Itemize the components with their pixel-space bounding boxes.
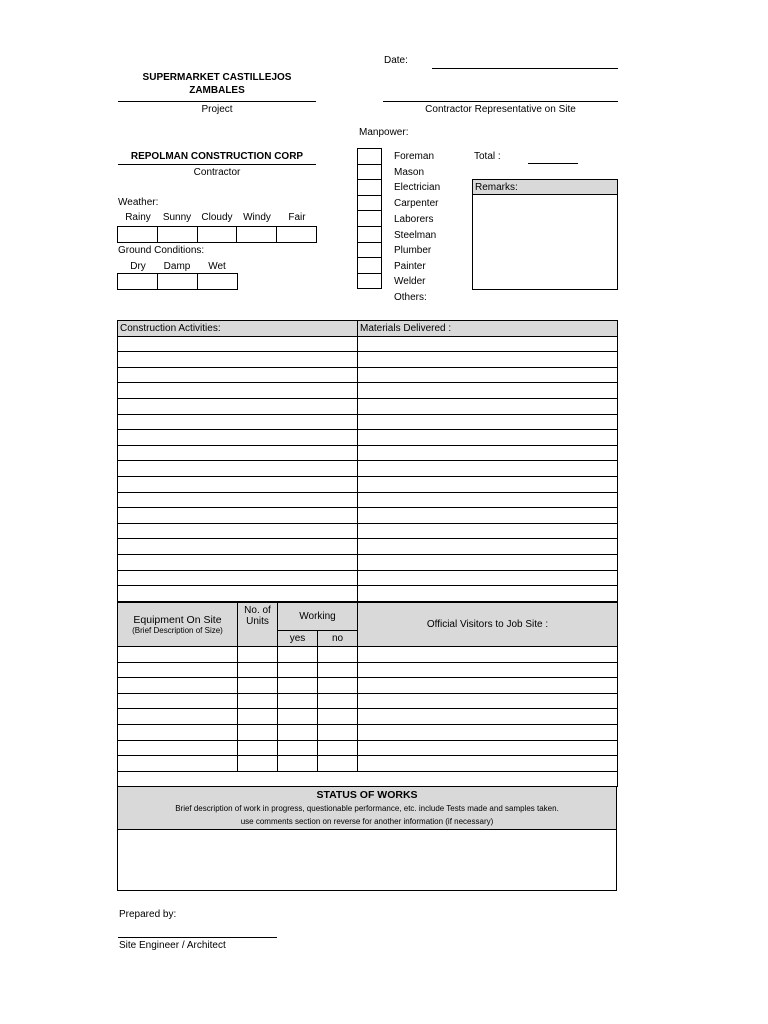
material-cell[interactable] xyxy=(358,383,618,399)
equipment-cell[interactable] xyxy=(118,724,238,740)
activity-cell[interactable] xyxy=(118,539,358,555)
activity-cell[interactable] xyxy=(118,336,358,352)
visitors-header xyxy=(358,603,618,647)
table-row xyxy=(118,476,618,492)
material-cell[interactable] xyxy=(358,414,618,430)
no-cell[interactable] xyxy=(318,756,358,772)
no-cell[interactable] xyxy=(318,709,358,725)
equipment-cell[interactable] xyxy=(118,662,238,678)
equipment-cell[interactable] xyxy=(118,647,238,663)
table-row xyxy=(118,383,618,399)
table-row xyxy=(118,508,618,524)
table-row xyxy=(118,414,618,430)
table-row xyxy=(118,724,618,740)
role-mason: Mason xyxy=(394,167,425,178)
weather-fair: Fair xyxy=(288,212,306,223)
material-cell[interactable] xyxy=(358,508,618,524)
table-row xyxy=(118,740,618,756)
units-header xyxy=(238,603,278,647)
material-cell[interactable] xyxy=(358,430,618,446)
table-row xyxy=(118,570,618,586)
activity-cell[interactable] xyxy=(118,367,358,383)
table-row xyxy=(118,756,618,772)
table-row xyxy=(118,693,618,709)
weather-cloudy: Cloudy xyxy=(201,212,233,223)
material-cell[interactable] xyxy=(358,398,618,414)
yes-cell[interactable] xyxy=(278,678,318,694)
table-row xyxy=(118,398,618,414)
material-cell[interactable] xyxy=(358,461,618,477)
units-cell[interactable] xyxy=(238,678,278,694)
ground-damp: Damp xyxy=(163,261,191,272)
role-electrician: Electrician xyxy=(394,182,441,193)
working-header xyxy=(278,603,358,631)
material-cell[interactable] xyxy=(358,336,618,352)
table-row xyxy=(118,662,618,678)
material-cell[interactable] xyxy=(358,367,618,383)
weather-windy-box[interactable] xyxy=(237,227,277,243)
status-line2: use comments section on reverse for another information (if necessary) xyxy=(240,817,494,826)
material-cell[interactable] xyxy=(358,445,618,461)
table-row xyxy=(118,539,618,555)
total-label: Total : xyxy=(474,151,501,162)
ground-wet: Wet xyxy=(208,261,226,272)
carpenter-count[interactable] xyxy=(358,195,382,211)
contractor-label: Contractor xyxy=(193,167,241,178)
activity-cell[interactable] xyxy=(118,461,358,477)
manpower-label: Manpower: xyxy=(359,127,409,138)
visitor-cell[interactable] xyxy=(358,647,618,663)
laborers-count[interactable] xyxy=(358,211,382,227)
date-line[interactable] xyxy=(432,68,618,69)
weather-windy: Windy xyxy=(243,212,271,223)
activity-cell[interactable] xyxy=(118,414,358,430)
yes-cell[interactable] xyxy=(278,647,318,663)
units-label-line1: No. of xyxy=(244,605,271,616)
contractor-name: REPOLMAN CONSTRUCTION CORP xyxy=(130,151,304,162)
visitor-cell[interactable] xyxy=(358,662,618,678)
role-steelman: Steelman xyxy=(394,230,437,241)
contractor-rep-label: Contractor Representative on Site xyxy=(425,104,576,115)
materials-delivered-label: Materials Delivered : xyxy=(360,322,452,334)
material-cell[interactable] xyxy=(358,554,618,570)
units-cell[interactable] xyxy=(238,724,278,740)
table-row xyxy=(118,352,618,368)
material-cell[interactable] xyxy=(358,523,618,539)
construction-activities-label: Construction Activities: xyxy=(120,322,221,334)
status-header xyxy=(117,786,617,830)
date-label: Date: xyxy=(384,55,408,66)
units-cell[interactable] xyxy=(238,740,278,756)
construction-activities-header xyxy=(118,321,358,337)
ground-label: Ground Conditions: xyxy=(118,245,205,256)
remarks-label: Remarks: xyxy=(475,182,518,193)
role-welder: Welder xyxy=(394,276,426,287)
activity-cell[interactable] xyxy=(118,586,358,602)
yes-cell[interactable] xyxy=(278,662,318,678)
foreman-count[interactable] xyxy=(358,149,382,165)
ground-dry: Dry xyxy=(130,261,146,272)
role-painter: Painter xyxy=(394,261,426,272)
electrician-count[interactable] xyxy=(358,180,382,196)
activities-table xyxy=(117,320,618,602)
units-cell[interactable] xyxy=(238,693,278,709)
table-row xyxy=(118,709,618,725)
project-name-line1: SUPERMARKET CASTILLEJOS xyxy=(142,72,292,83)
activity-cell[interactable] xyxy=(118,570,358,586)
visitor-cell[interactable] xyxy=(358,709,618,725)
status-line1: Brief description of work in progress, questionable performance, etc. include Tests made and samples taken. xyxy=(175,804,559,813)
table-row xyxy=(118,461,618,477)
visitor-cell[interactable] xyxy=(358,693,618,709)
visitor-cell[interactable] xyxy=(358,724,618,740)
table-row xyxy=(118,554,618,570)
material-cell[interactable] xyxy=(358,476,618,492)
no-cell[interactable] xyxy=(318,647,358,663)
ground-checkbox-row xyxy=(117,273,238,290)
no-cell[interactable] xyxy=(318,662,358,678)
material-cell[interactable] xyxy=(358,586,618,602)
working-label: Working xyxy=(299,611,336,623)
no-cell[interactable] xyxy=(318,740,358,756)
yes-label: yes xyxy=(289,633,306,645)
materials-delivered-header xyxy=(358,321,618,337)
material-cell[interactable] xyxy=(358,352,618,368)
role-carpenter: Carpenter xyxy=(394,198,439,209)
table-row xyxy=(118,492,618,508)
equipment-subtitle: (Brief Description of Size) xyxy=(132,626,223,635)
ground-dry-box[interactable] xyxy=(118,274,158,290)
yes-cell[interactable] xyxy=(278,709,318,725)
activity-cell[interactable] xyxy=(118,445,358,461)
equipment-cell[interactable] xyxy=(118,740,238,756)
yes-cell[interactable] xyxy=(278,693,318,709)
activity-cell[interactable] xyxy=(118,508,358,524)
table-row xyxy=(118,367,618,383)
no-header xyxy=(318,631,358,647)
weather-rainy: Rainy xyxy=(125,212,151,223)
visitor-cell[interactable] xyxy=(358,756,618,772)
role-plumber: Plumber xyxy=(394,245,432,256)
units-cell[interactable] xyxy=(238,756,278,772)
remarks-header xyxy=(472,179,618,195)
manpower-count-column xyxy=(357,148,382,289)
material-cell[interactable] xyxy=(358,539,618,555)
project-line xyxy=(118,101,316,102)
mason-count[interactable] xyxy=(358,164,382,180)
activity-cell[interactable] xyxy=(118,398,358,414)
equipment-cell[interactable] xyxy=(118,756,238,772)
activity-cell[interactable] xyxy=(118,554,358,570)
units-label-line2: Units xyxy=(246,616,269,627)
weather-label: Weather: xyxy=(118,197,159,208)
activity-cell[interactable] xyxy=(118,430,358,446)
table-row xyxy=(118,647,618,663)
equipment-cell[interactable] xyxy=(118,709,238,725)
contractor-rep-line[interactable] xyxy=(383,101,618,102)
ground-damp-box[interactable] xyxy=(158,274,198,290)
visitor-cell[interactable] xyxy=(358,740,618,756)
no-cell[interactable] xyxy=(318,678,358,694)
equipment-table xyxy=(117,602,618,787)
no-label: no xyxy=(331,633,344,645)
project-label: Project xyxy=(201,104,233,115)
activity-cell[interactable] xyxy=(118,383,358,399)
painter-count[interactable] xyxy=(358,258,382,274)
role-others: Others: xyxy=(394,292,427,303)
table-row xyxy=(118,336,618,352)
plumber-count[interactable] xyxy=(358,242,382,258)
signatory-label: Site Engineer / Architect xyxy=(119,940,226,951)
ground-wet-box[interactable] xyxy=(198,274,238,290)
role-foreman: Foreman xyxy=(394,151,435,162)
material-cell[interactable] xyxy=(358,492,618,508)
yes-header xyxy=(278,631,318,647)
status-box[interactable] xyxy=(117,829,617,891)
total-line[interactable] xyxy=(528,163,578,164)
table-row xyxy=(118,586,618,602)
weather-sunny-box[interactable] xyxy=(157,227,197,243)
remarks-box[interactable] xyxy=(472,194,618,290)
yes-cell[interactable] xyxy=(278,740,318,756)
units-cell[interactable] xyxy=(238,662,278,678)
activity-cell[interactable] xyxy=(118,476,358,492)
activity-cell[interactable] xyxy=(118,352,358,368)
material-cell[interactable] xyxy=(358,570,618,586)
contractor-line xyxy=(118,164,316,165)
yes-cell[interactable] xyxy=(278,724,318,740)
weather-checkbox-row xyxy=(117,226,317,243)
steelman-count[interactable] xyxy=(358,226,382,242)
activity-cell[interactable] xyxy=(118,523,358,539)
weather-fair-box[interactable] xyxy=(277,227,317,243)
visitors-label: Official Visitors to Job Site : xyxy=(426,619,549,630)
yes-cell[interactable] xyxy=(278,756,318,772)
prepared-by-label: Prepared by: xyxy=(119,909,177,920)
no-cell[interactable] xyxy=(318,693,358,709)
table-row xyxy=(118,430,618,446)
signature-line[interactable] xyxy=(118,937,277,938)
table-row xyxy=(118,678,618,694)
table-row xyxy=(118,771,618,787)
table-row xyxy=(118,523,618,539)
equipment-cell[interactable] xyxy=(118,678,238,694)
weather-rainy-box[interactable] xyxy=(118,227,158,243)
weather-cloudy-box[interactable] xyxy=(197,227,237,243)
equipment-cell[interactable] xyxy=(118,693,238,709)
table-row xyxy=(118,445,618,461)
project-name-line2: ZAMBALES xyxy=(189,85,245,96)
activity-cell[interactable] xyxy=(118,492,358,508)
welder-count[interactable] xyxy=(358,273,382,289)
weather-sunny: Sunny xyxy=(162,212,192,223)
equipment-header xyxy=(118,603,238,647)
blank-row-cell[interactable] xyxy=(118,771,618,787)
status-title: STATUS OF WORKS xyxy=(316,789,418,801)
visitor-cell[interactable] xyxy=(358,678,618,694)
role-laborers: Laborers xyxy=(394,214,434,225)
units-cell[interactable] xyxy=(238,709,278,725)
units-cell[interactable] xyxy=(238,647,278,663)
no-cell[interactable] xyxy=(318,724,358,740)
equipment-title: Equipment On Site xyxy=(133,614,222,626)
